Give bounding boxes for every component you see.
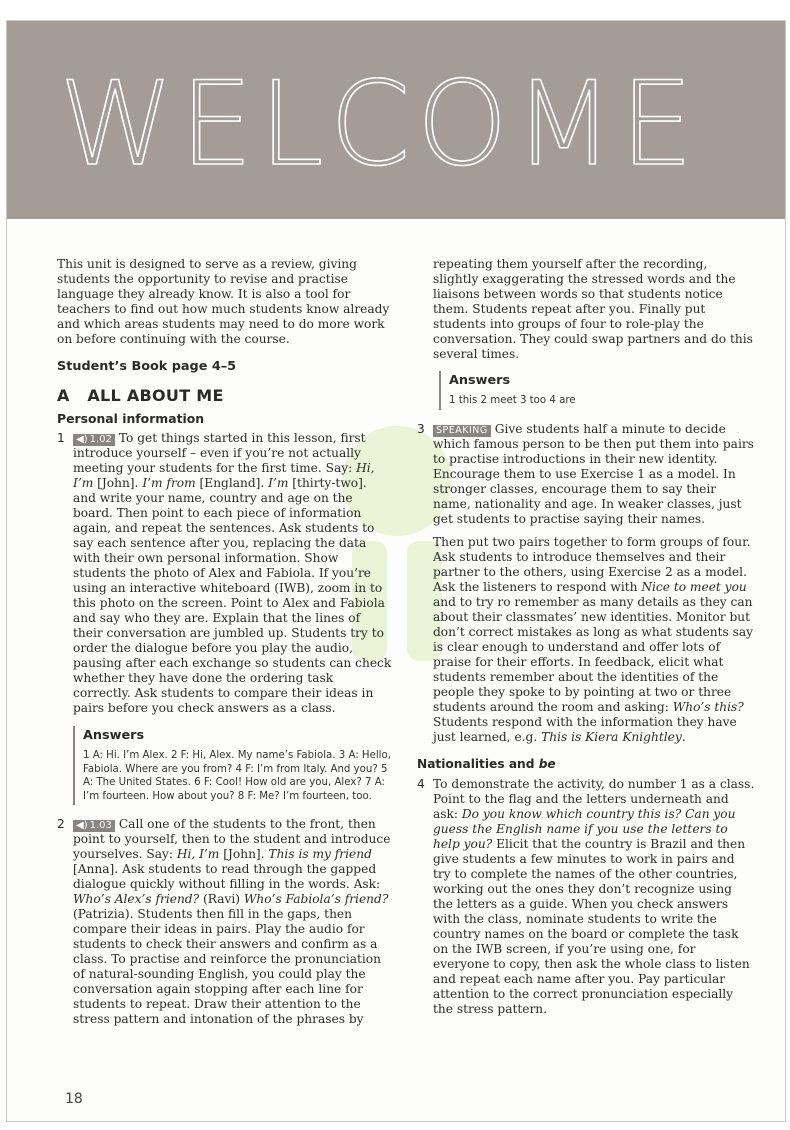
exercise-text: . xyxy=(681,729,686,744)
speaker-icon: ◀) xyxy=(76,434,88,445)
exercise-number: 2 xyxy=(57,817,65,831)
subheading-italic: be xyxy=(538,756,556,771)
answers-heading: Answers xyxy=(449,373,511,388)
answers-body: 1 this 2 meet 3 too 4 are xyxy=(449,395,576,406)
page-number: 18 xyxy=(65,1091,83,1107)
exercise-text: To demonstrate the activity, do number 1 as a class. Point to the flag and the letters underneath and ask: xyxy=(433,776,755,821)
exercise-italic: Nice to meet you xyxy=(641,579,747,594)
intro-paragraph: This unit is designed to serve as a review, giving students the opportunity to revise and practise language they already know. It is also a tool for teachers to find out how much students know already and which areas students may need to do more work on before continuing with the course. xyxy=(57,257,390,346)
book-page-heading: Student’s Book page 4–5 xyxy=(57,359,237,374)
exercise-text: Elicit that the country is Brazil and then give students a few minutes to work in pairs and try to complete the names of the other countries, working out the ones they don’t recognize using the letters as a guide. When you check answers with the class, nominate students to write the country names on the board or complete the task on the IWB screen, if you’re using one, for everyone to copy, then ask the whole class to listen and repeat each name after you. Pay particular attention to the correct pronunciation especially the stress pattern. xyxy=(433,836,750,1016)
subheading-text: Nationalities and xyxy=(417,756,539,771)
exercise-number: 4 xyxy=(417,776,425,791)
exercise-4 xyxy=(417,777,755,1017)
exercise-text: Students respond with the information they have just learned, e.g. xyxy=(433,714,737,744)
unit-title: WELCOME xyxy=(59,57,700,192)
exercise-text: [thirty-two]. and write your name, country and age on the board. Then point to each piece of information again, and repeat the sentences. Ask students to say each sentence after you, replacing the data with their own personal information. Show students the photo of Alex and Fabiola. If you’re using an interactive whiteboard (IWB), zoom in to this photo on the screen. Point to Alex and Fabiola and say who they are. Explain that the lines of their conversation are jumbled up. Students try to order the dialogue before you play the audio, pausing after each exchange so students can check whether they have done the ordering task correctly. Ask students to compare their ideas in pairs before you check answers as a class. xyxy=(73,476,392,715)
answers-heading: Answers xyxy=(83,728,145,743)
section-heading xyxy=(57,388,392,403)
exercise-text: To get things started in this lesson, first introduce yourself – even if you’re not actually meeting your students for the first time. Say: xyxy=(73,431,366,475)
page xyxy=(6,20,786,1122)
audio-track-button[interactable] xyxy=(73,434,115,446)
exercise-text: (Ravi) xyxy=(199,892,244,906)
exercise-text: and to try ro remember as many details as they can about their classmates’ new identities. Monitor but don’t correct mistakes as long as what students say is clear enough to understand and offer lots of praise for their efforts. In feedback, elicit what students remember about the identities of the people they spoke to by pointing at two or three students around the room and asking: xyxy=(433,594,754,714)
exercise-italic: Do you know which country this is? Can you guess the English name if you use the letters to help you? xyxy=(433,806,736,851)
audio-track-button[interactable] xyxy=(73,820,115,832)
exercise-1 xyxy=(57,431,392,716)
exercise-italic: This is Kiera Knightley xyxy=(541,729,682,744)
audio-track-number: 1.02 xyxy=(89,434,112,445)
exercise-italic: Hi, I’m xyxy=(73,461,375,490)
exercise-text: [Anna]. Ask students to read through the gapped dialogue quickly without filling in the words. Ask: xyxy=(73,862,381,891)
right-column xyxy=(417,257,755,1025)
exercise-text: [John]. xyxy=(219,847,269,861)
continued-paragraph: repeating them yourself after the recording, slightly exaggerating the stressed words and the liaisons between words so that students notice them. Students repeat after you. Finally put students into groups of four to role-play the conversation. They could swap partners and do this several times. xyxy=(433,257,753,361)
exercise-text: Give students half a minute to decide which famous person to be then put them into pairs to practise introductions in their new identity. Encourage them to use Exercise 1 as a model. In stronger classes, encourage them to say their name, nationality and age. In weaker classes, just get students to practise saying their names. xyxy=(433,421,754,526)
exercise-number: 1 xyxy=(57,431,65,445)
exercise-text: Then put two pairs together to form groups of four. Ask students to introduce themselves and their partner to the others, using Exercise 2 as a model. Ask the listeners to respond with xyxy=(433,534,751,594)
exercise-number: 3 xyxy=(417,421,425,436)
section-letter: A xyxy=(57,386,70,405)
answers-box-1 xyxy=(73,726,392,805)
subheading-nationalities xyxy=(417,757,755,772)
exercise-text: Call one of the students to the front, then point to yourself, then to the student and introduce yourselves. Say: xyxy=(73,817,391,861)
exercise-2 xyxy=(57,817,392,1027)
audio-track-number: 1.03 xyxy=(89,820,112,831)
answers-box-2 xyxy=(439,371,755,410)
exercise-3-paragraph-2 xyxy=(417,535,755,745)
left-column xyxy=(57,257,392,1035)
exercise-italic: Who’s Alex’s friend? xyxy=(73,892,200,906)
exercise-3 xyxy=(417,422,755,527)
exercise-italic: Who’s this? xyxy=(672,699,744,714)
exercise-italic: This is my friend xyxy=(268,847,372,861)
exercise-text: [England]. xyxy=(195,476,269,490)
subheading-personal-information: Personal information xyxy=(57,411,205,426)
speaking-badge: SPEAKING xyxy=(433,425,491,437)
exercise-italic: I’m from xyxy=(142,476,196,490)
exercise-italic: Who’s Fabiola’s friend? xyxy=(243,892,389,906)
answers-body: 1 A: Hi. I’m Alex. 2 F: Hi, Alex. My name’s Fabiola. 3 A: Hello, Fabiola. Where are you from? 4 F: I’m from Italy. And you? 5 A: The United States. 6 F: Cool! How old are you, Alex? 7 A: I’m fourteen. How about you? 8 F: Me? I’m fourteen, too. xyxy=(83,750,391,802)
exercise-italic: I’m xyxy=(268,476,289,490)
section-title: ALL ABOUT ME xyxy=(87,386,224,405)
exercise-text: (Patrizia). Students then fill in the gaps, then compare their ideas in pairs. Play the audio for students to check their answers and confirm as a class. To practise and reinforce the pronunciation of natural-sounding English, you could play the conversation again stopping after each line for students to repeat. Draw their attention to the stress pattern and intonation of the phrases by xyxy=(73,907,381,1026)
exercise-text: [John]. xyxy=(93,476,143,490)
speaker-icon: ◀) xyxy=(76,820,88,831)
exercise-italic: Hi, I’m xyxy=(176,847,220,861)
banner xyxy=(7,21,785,219)
